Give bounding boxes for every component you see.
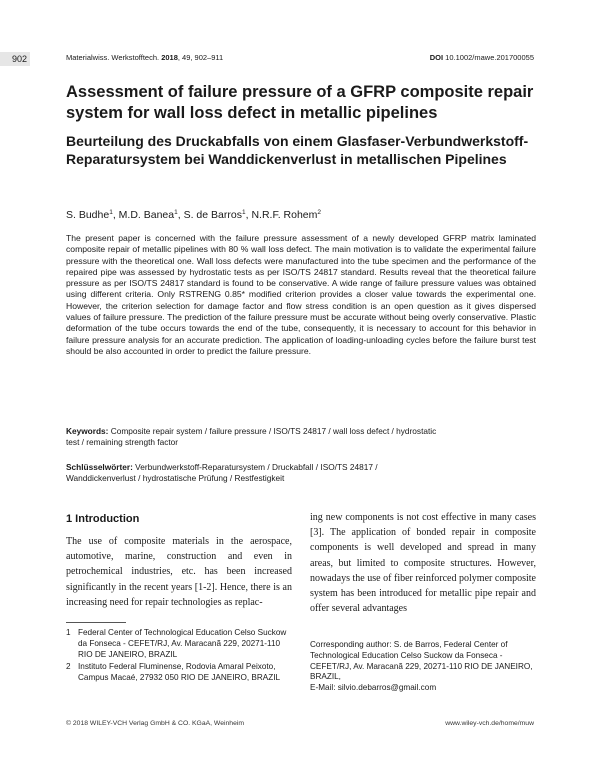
- footnote-number: 1: [66, 628, 71, 637]
- footnote-divider: [66, 622, 126, 623]
- article-title: Assessment of failure pressure of a GFRP composite repair system for wall loss defect in metallic pipelines: [66, 83, 534, 122]
- author: M.D. Banea$^1$,: [118, 209, 184, 221]
- footnote-text: Federal Center of Technological Education Celso Suckow da Fonseca - CEFET/RJ, Av. Maracanã 229, 20271-110 RIO DE JANEIRO, BRAZIL: [78, 628, 287, 659]
- keywords-label: Keywords:: [66, 426, 109, 436]
- footer-copyright: © 2018 WILEY-VCH Verlag GmbH & CO. KGaA, Weinheim: [66, 720, 245, 727]
- keywords-text: Composite repair system / failure pressure / ISO/TS 24817 / wall loss defect / hydrostatic test / remaining strength factor: [66, 426, 437, 448]
- footnote-text: Instituto Federal Fluminense, Rodovia Amaral Peixoto, Campus Macaé, 27932 050 RIO DE JANEIRO, BRAZIL: [78, 662, 281, 682]
- journal-year: 2018: [161, 53, 178, 62]
- journal-citation: [66, 53, 223, 63]
- author: S. de Barros$^1$,: [183, 209, 252, 221]
- corresponding-author: [310, 640, 536, 694]
- author-list: [66, 206, 321, 222]
- footnote-affiliation-1: [66, 628, 292, 660]
- footer-url[interactable]: www.wiley-vch.de/home/muw: [445, 720, 534, 727]
- doi: [430, 53, 534, 63]
- author: N.R.F. Rohem$^2$: [251, 209, 321, 221]
- article-subtitle-german: Beurteilung des Druckabfalls von einem Glasfaser-Verbundwerkstoff-Reparatursystem bei Wanddickenverlust in metallischen Pipelines: [66, 133, 529, 167]
- footnote-affiliation-2: [66, 662, 292, 684]
- keywords: [66, 426, 446, 449]
- abstract: The present paper is concerned with the failure pressure assessment of a newly developed GFRP matrix laminated composite repair of metallic pipelines with 80 % wall loss defect. The main motivation is to validate the experimental failure pressure with the theoretical one. Wall loss defects were manufactured into the tube specimen and the performance of the repaired pipe was assessed by hydrostatic tests as per ISO/TS 24817 standard. Results reveal that the theoretical failure pressure as per ISO/TS 24817 standard is found to be conservative. A wide range of failure pressure values was obtained using different criteria. Only RSTRENG 0.85* modified criterion provides a closer value towards the experimental one. However, the criterion selection for damage factor and flow stress condition is an open question as it gives dispersed values of failure pressure. The prediction of the failure pressure must be accurate without being overly conservative. Plastic deformation of the tube occurs towards the end of the tube, consequently, it is necessary to account for this behavior in failure pressure analysis for an accurate prediction. The application of loading-unloading cycles before the failure burst test should be also accounted in order to predict the failure pressure.: [66, 233, 536, 356]
- journal-volume-pages: , 49, 902–911: [177, 53, 224, 62]
- german-keywords: [66, 462, 446, 485]
- email-link[interactable]: E-Mail: silvio.debarros@gmail.com: [310, 683, 437, 693]
- body-column-left: The use of composite materials in the aerospace, automotive, marine, construction and even in petrochemical industries, etc. has been increased significantly in the recent years [1-2]. Hence, there is an increasing need for repair technologies as replac-: [66, 536, 292, 608]
- doi-link[interactable]: 10.1002/mawe.201700055: [445, 53, 534, 62]
- german-keywords-label: Schlüsselwörter:: [66, 462, 133, 472]
- footnote-number: 2: [66, 662, 71, 671]
- page-number: 902: [0, 52, 30, 66]
- author: S. Budhe$^1$,: [66, 209, 119, 221]
- corresponding-author-text: Corresponding author: S. de Barros, Federal Center of Technological Education Celso Suckow da Fonseca - CEFET/RJ, Av. Maracanã 229, 20271-110 RIO DE JANEIRO, BRAZIL,: [310, 640, 533, 682]
- section-heading-introduction: 1 Introduction: [66, 513, 140, 525]
- journal-name: Materialwiss. Werkstofftech.: [66, 53, 160, 62]
- body-column-right: ing new components is not cost effective in many cases [3]. The application of bonded repair in composite components is well developed and spread in many areas, but limited to composite structures. However, nowadays the use of fiber reinforced polymer composite system has been introduced for metallic pipe repair and offer several advantages: [310, 512, 536, 615]
- doi-label: DOI: [429, 53, 444, 62]
- german-keywords-text: Verbundwerkstoff-Reparatursystem / Druckabfall / ISO/TS 24817 / Wanddickenverlust / hydrostatische Prüfung / Restfestigkeit: [66, 462, 378, 484]
